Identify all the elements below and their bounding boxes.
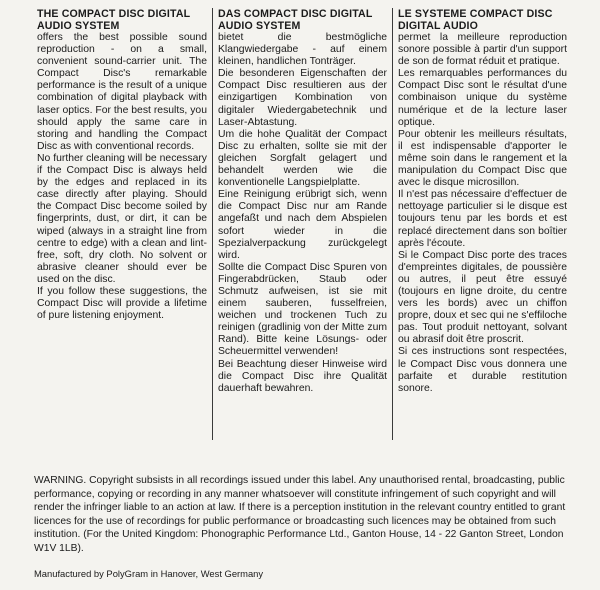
paragraph: Sollte die Compact Disc Spuren von Fingerabdrücken, Staub oder Schmutz aufweisen, ist sie mit einem sauberen, fusselfreien, weichen und trockenen Tuch zu reinigen (gradlinig von der Mitte zum Rand). Bitte keine Lösungs- oder Scheuermittel verwenden! [218, 261, 387, 358]
paragraph: Um die hohe Qualität der Compact Disc zu erhalten, sollte sie mit der gleichen Sorgfalt gelagert und behandelt werden wie die konventionelle Langspielplatte. [218, 128, 387, 189]
paragraph: permet la meilleure reproduction sonore possible à partir d'un support de son de format réduit et pratique. [398, 32, 567, 68]
paragraph: If you follow these suggestions, the Compact Disc will provide a lifetime of pure listening enjoyment. [37, 285, 207, 322]
text-columns [32, 8, 572, 440]
heading-german: DAS COMPACT DISC DIGITAL AUDIO SYSTEM [218, 8, 373, 32]
paragraph: Eine Reinigung erübrigt sich, wenn die Compact Disc nur am Rande angefaßt und nach dem Abspielen sofort wieder in die Spezialverpackung zurückgelegt wird. [218, 189, 387, 261]
paragraph: Bei Beachtung dieser Hinweise wird die Compact Disc ihre Qualität dauerhaft bewahren. [218, 358, 387, 394]
paragraph: bietet die bestmögliche Klangwiedergabe - auf einem kleinen, handlichen Tonträger. [218, 32, 387, 68]
paragraph: Il n'est pas nécessaire d'effectuer de nettoyage particulier si le disque est toujours tenu par les bords et est replacé directement dans son boîtier après l'écoute. [398, 189, 567, 249]
paragraph: Pour obtenir les meilleurs résultats, il est indispensable d'apporter le même soin dans le rangement et la manipulation du Compact Disc que avec le disque microsillon. [398, 128, 567, 189]
column-french [392, 8, 572, 440]
paragraph: No further cleaning will be necessary if the Compact Disc is always held by the edges and replaced in its case directly after playing. Should the Compact Disc become soiled by fingerprints, dust, or dirt, it can be wiped (always in a straight line from centre to edge) with a clean and lint-free, soft, dry cloth. No solvent or abrasive cleaner should ever be used on the disc. [37, 152, 207, 285]
paragraph: Si le Compact Disc porte des traces d'empreintes digitales, de poussière ou autres, il peut être essuyé (toujours en ligne droite, du centre vers les bords) avec un chiffon propre, doux et sec qui ne s'effiloche pas. Tout produit nettoyant, solvant ou abrasif doit être proscrit. [398, 249, 567, 346]
column-english [32, 8, 212, 440]
paragraph: offers the best possible sound reproduction - on a small, convenient sound-carrier unit. The Compact Disc's remarkable performance is the result of a unique combination of digital playback with laser optics. For the best results, you should apply the same care in storing and handling the Compact Disc as with conventional records. [37, 32, 207, 152]
paragraph: Les remarquables performances du Compact Disc sont le résultat d'une combinaison unique du système numérique et de la lecture laser optique. [398, 68, 567, 128]
copyright-warning: WARNING. Copyright subsists in all recordings issued under this label. Any unauthorised rental, broadcasting, public performance, copying or recording in any manner whatsoever will constitute infringement of such copyright and will render the infringer liable to an action at law. If there is a perception institution in the relevant country entitled to grant licences for the use of recordings for public performance or broadcasting such licences may be obtained from such institution. (For the United Kingdom: Phonographic Performance Ltd., Ganton House, 14 - 22 Ganton Street, London W1V 1LB). [34, 475, 566, 554]
paragraph: Si ces instructions sont respectées, le Compact Disc vous donnera une parfaite et durable restitution sonore. [398, 346, 567, 394]
manufacturer-note: Manufactured by PolyGram in Hanover, West Germany [34, 568, 264, 580]
column-german [212, 8, 392, 440]
heading-french: LE SYSTEME COMPACT DISC DIGITAL AUDIO [398, 8, 553, 32]
paragraph: Die besonderen Eigenschaften der Compact Disc resultieren aus der einzigartigen Kombination von digitaler Wiedergabetechnik und Laser-Abtastung. [218, 68, 387, 128]
heading-english: THE COMPACT DISC DIGITAL AUDIO SYSTEM [37, 8, 191, 32]
